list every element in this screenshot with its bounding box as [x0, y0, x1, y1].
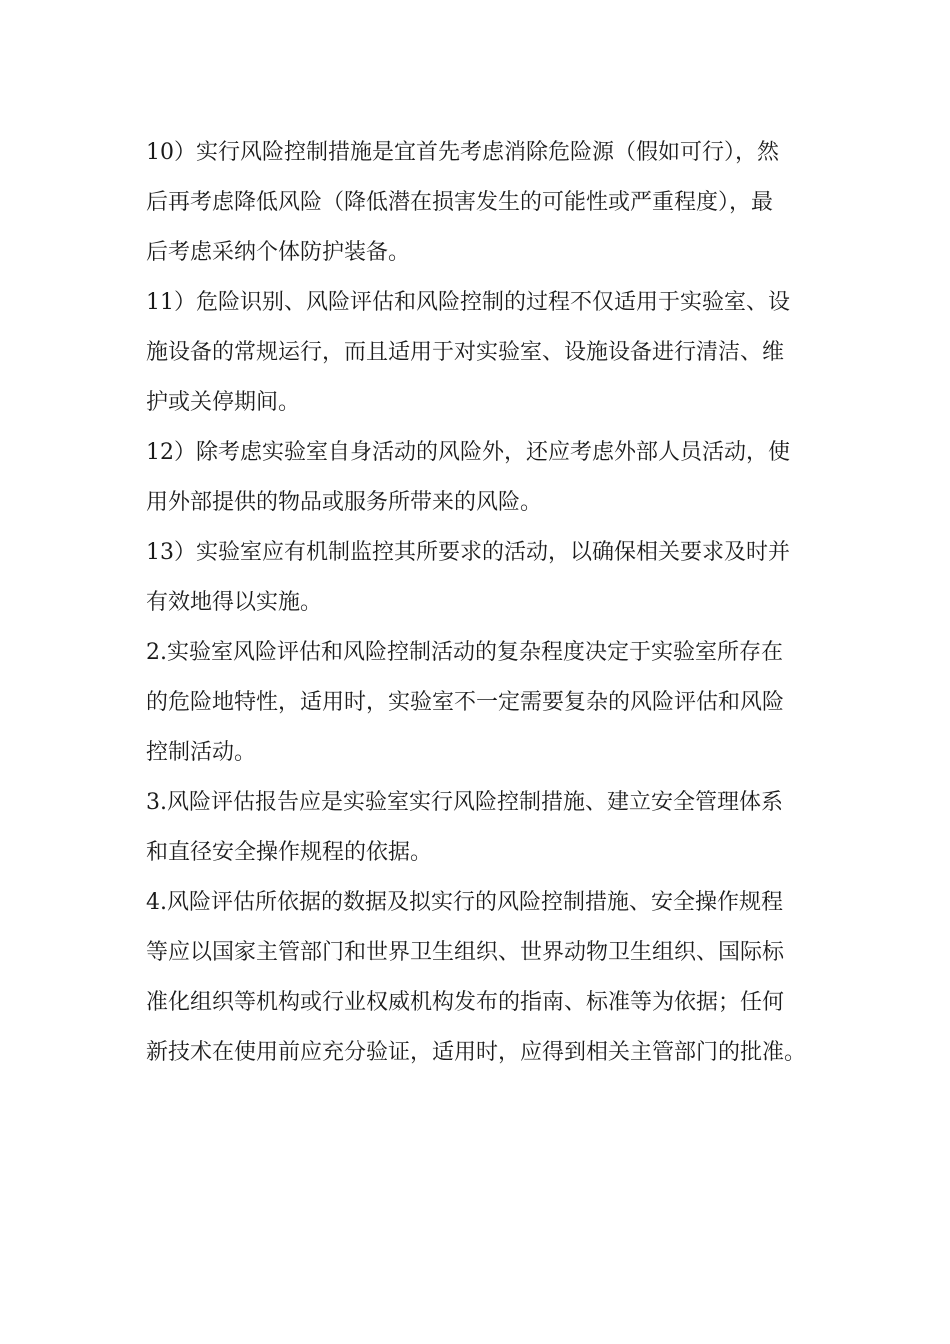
paragraph-3	[146, 778, 806, 878]
paragraph-10	[146, 128, 806, 278]
paragraph-line: 施设备的常规运行，而且适用于对实验室、设施设备进行清洁、维	[146, 340, 785, 365]
paragraph-line: 准化组织等机构或行业权威机构发布的指南、标准等为依据；任何	[146, 990, 785, 1015]
paragraph-11	[146, 278, 806, 428]
paragraph-line: 新技术在使用前应充分验证，适用时，应得到相关主管部门的批准。	[146, 1040, 807, 1065]
paragraph-line: 10）实行风险控制措施是宜首先考虑消除危险源（假如可行），然	[146, 140, 779, 165]
document-body	[146, 128, 806, 1078]
paragraph-12	[146, 428, 806, 528]
paragraph-line: 后再考虑降低风险（降低潜在损害发生的可能性或严重程度），最	[146, 190, 774, 215]
paragraph-line: 13）实验室应有机制监控其所要求的活动，以确保相关要求及时并	[146, 540, 790, 565]
paragraph-4	[146, 878, 806, 1078]
paragraph-line: 有效地得以实施。	[146, 590, 323, 615]
paragraph-line: 2.实验室风险评估和风险控制活动的复杂程度决定于实验室所存在	[146, 640, 783, 665]
paragraph-line: 后考虑采纳个体防护装备。	[146, 240, 411, 265]
paragraph-line: 的危险地特性，适用时，实验室不一定需要复杂的风险评估和风险	[146, 690, 785, 715]
paragraph-13	[146, 528, 806, 628]
paragraph-line: 用外部提供的物品或服务所带来的风险。	[146, 490, 543, 515]
paragraph-2	[146, 628, 806, 778]
paragraph-line: 11）危险识别、风险评估和风险控制的过程不仅适用于实验室、设	[146, 290, 790, 315]
paragraph-line: 3.风险评估报告应是实验室实行风险控制措施、建立安全管理体系	[146, 790, 783, 815]
paragraph-line: 12）除考虑实验室自身活动的风险外，还应考虑外部人员活动，使	[146, 440, 790, 465]
paragraph-line: 和直径安全操作规程的依据。	[146, 840, 433, 865]
paragraph-line: 4.风险评估所依据的数据及拟实行的风险控制措施、安全操作规程	[146, 890, 783, 915]
paragraph-line: 等应以国家主管部门和世界卫生组织、世界动物卫生组织、国际标	[146, 940, 785, 965]
paragraph-line: 护或关停期间。	[146, 390, 301, 415]
paragraph-line: 控制活动。	[146, 740, 257, 765]
